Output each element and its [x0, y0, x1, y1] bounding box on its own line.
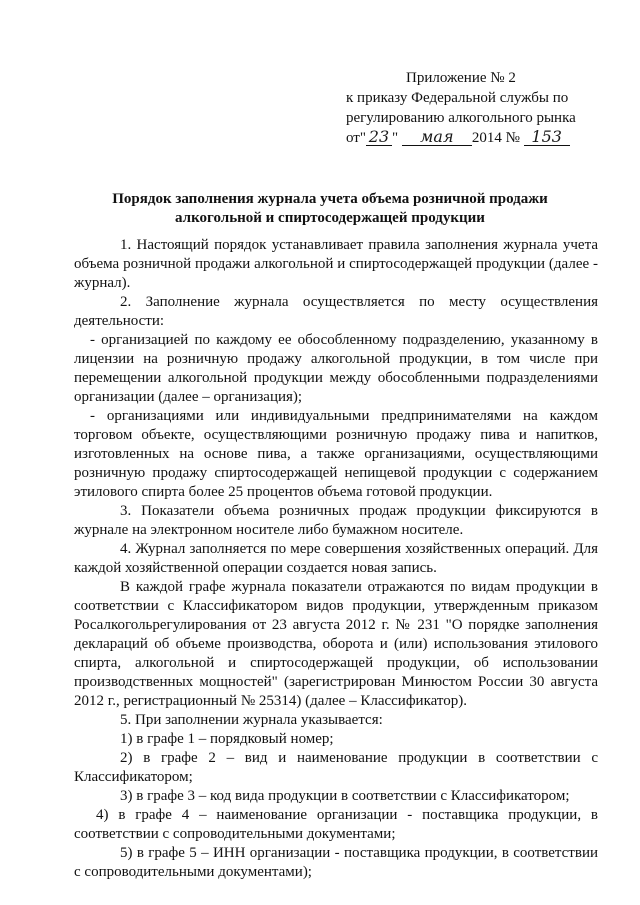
- paragraph-2-bullet-organizations: - организацией по каждому ее обособленному подразделению, указанному в лицензии на розничную продажу алкогольной продукции, в том числе при перемещении алкогольной продукции между обособленными подразделениями организации (далее – организация);: [74, 332, 598, 405]
- paragraph-5-item-4: 4) в графе 4 – наименование организации - поставщика продукции, в соответствии с сопроводительными документами;: [74, 807, 598, 842]
- paragraph-5-item-1: 1) в графе 1 – порядковый номер;: [120, 731, 334, 747]
- document-title-line-1: Порядок заполнения журнала учета объема розничной продажи: [112, 191, 548, 207]
- handwritten-day: 23: [366, 129, 392, 146]
- date-prefix: от: [346, 130, 360, 146]
- document-title-line-2: алкогольной и спиртосодержащей продукции: [175, 210, 485, 226]
- paragraph-5-item-2: 2) в графе 2 – вид и наименование продукции в соответствии с Классификатором;: [74, 750, 598, 785]
- paragraph-2-bullet-entrepreneurs: - организациями или индивидуальными предпринимателями на каждом торговом объекте, осуществляющими розничную продажу пива и напитков, изготовленных на основе пива, а также организациями, осуществляющими розничную продажу спиртосодержащей непищевой продукции с содержанием этилового спирта более 25 процентов объема готовой продукции.: [74, 408, 598, 500]
- paragraph-4: 4. Журнал заполняется по мере совершения хозяйственных операций. Для каждой хозяйственной операции создается новая запись.: [74, 541, 598, 576]
- appendix-line-regulation: регулированию алкогольного рынка: [346, 110, 576, 126]
- handwritten-order-number: 153: [524, 129, 570, 146]
- quote-close: ": [391, 130, 399, 146]
- appendix-title: Приложение № 2: [406, 70, 516, 86]
- handwritten-month: мая: [402, 129, 472, 146]
- appendix-header: [346, 68, 606, 148]
- paragraph-3: 3. Показатели объема розничных продаж продукции фиксируются в журнале на электронном носителе либо бумажном носителе.: [74, 503, 598, 538]
- document-title: [60, 190, 600, 228]
- document-body: [74, 236, 598, 882]
- year-and-number-sign: 2014 №: [471, 130, 520, 146]
- quote-open: ": [359, 130, 366, 146]
- paragraph-5-item-3: 3) в графе 3 – код вида продукции в соответствии с Классификатором;: [120, 788, 570, 804]
- paragraph-1: 1. Настоящий порядок устанавливает правила заполнения журнала учета объема розничной продажи алкогольной и спиртосодержащей продукции (далее - журнал).: [74, 237, 598, 291]
- paragraph-4-classifier: В каждой графе журнала показатели отражаются по видам продукции в соответствии с Классификатором видов продукции, утвержденным приказом Росалкогольрегулирования от 23 августа 2012 г. № 231 "О порядке заполнения деклараций об объеме производства, оборота и (или) использования этилового спирта, алкогольной и спиртосодержащей продукции, об использовании производственных мощностей" (зарегистрирован Минюстом России 30 августа 2012 г., регистрационный № 25314) (далее – Классификатор).: [74, 579, 598, 709]
- appendix-date-line: [346, 128, 606, 148]
- paragraph-5-item-5: 5) в графе 5 – ИНН организации - поставщика продукции, в соответствии с сопроводительными документами);: [74, 845, 598, 880]
- appendix-line-order: к приказу Федеральной службы по: [346, 90, 569, 106]
- paragraph-2: 2. Заполнение журнала осуществляется по месту осуществления деятельности:: [74, 294, 598, 329]
- paragraph-5: 5. При заполнении журнала указывается:: [120, 712, 383, 728]
